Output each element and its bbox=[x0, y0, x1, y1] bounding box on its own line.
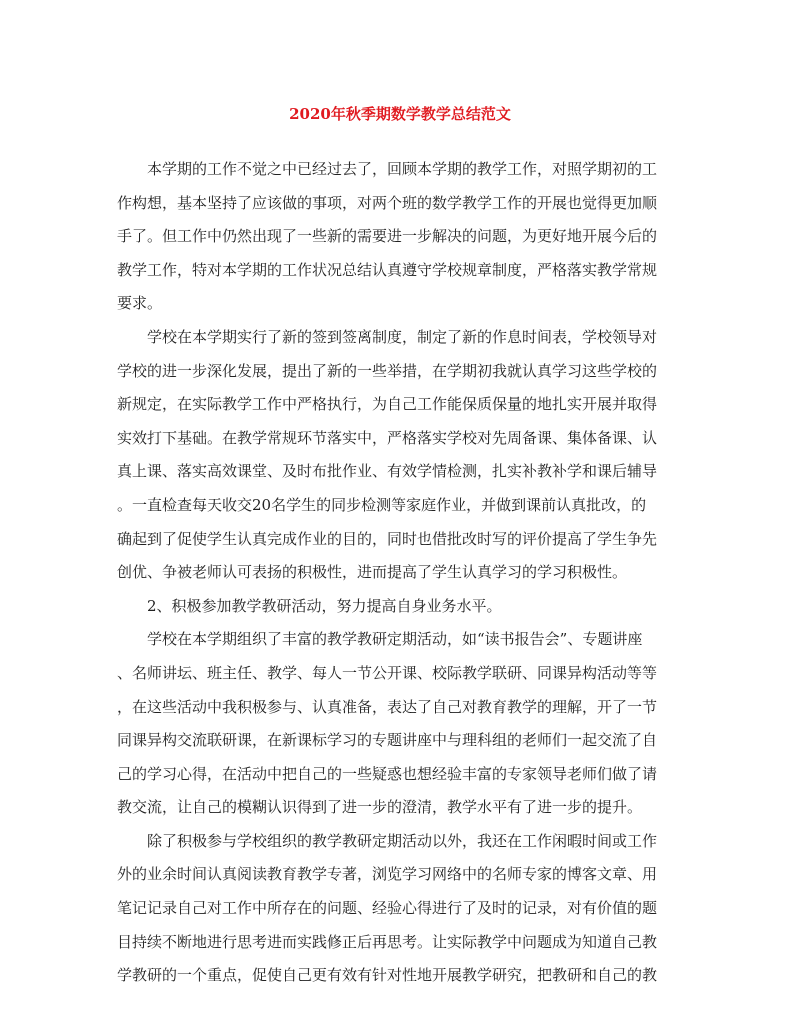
paragraph-line: 创优、争被老师认可表扬的积极性，进而提高了学生认真学习的学习积极性。 bbox=[117, 563, 628, 582]
section-heading: 2、积极参加教学教研活动，努力提高自身业务水平。 bbox=[147, 596, 502, 615]
paragraph-line: 新规定，在实际教学工作中严格执行，为自己工作能保质保量的地扎实开展并取得 bbox=[117, 395, 658, 414]
paragraph-line: 学教研的一个重点，促使自己更有效有针对性地开展教学研究，把教研和自己的教 bbox=[117, 966, 658, 985]
paragraph-line: 要求。 bbox=[117, 294, 163, 313]
paragraph-line: 教交流，让自己的模糊认识得到了进一步的澄清，教学水平有了进一步的提升。 bbox=[117, 798, 643, 817]
paragraph-line: 己的学习心得，在活动中把自己的一些疑惑也想经验丰富的专家领导老师们做了请 bbox=[117, 764, 658, 783]
paragraph-line: 除了积极参与学校组织的教学教研定期活动以外，我还在工作闲暇时间或工作 bbox=[147, 831, 658, 850]
document-title: 2020年秋季期数学教学总结范文 bbox=[289, 105, 511, 123]
paragraph-line: 实效打下基础。在教学常规环节落实中，严格落实学校对先周备课、集体备课、认 bbox=[117, 428, 658, 447]
paragraph-line: 、名师讲坛、班主任、教学、每人一节公开课、校际教学联研、同课异构活动等等 bbox=[117, 663, 658, 682]
paragraph-line: 本学期的工作不觉之中已经过去了，回顾本学期的教学工作，对照学期初的工 bbox=[147, 160, 658, 178]
paragraph-line: 外的业余时间认真阅读教育教学专著，浏览学习网络中的名师专家的博客文章、用 bbox=[117, 865, 658, 884]
paragraph-line: 学校的进一步深化发展，提出了新的一些举措，在学期初我就认真学习这些学校的 bbox=[117, 361, 658, 380]
paragraph-line: 学校在本学期组织了丰富的教学教研定期活动，如“读书报告会”、专题讲座 bbox=[147, 630, 643, 649]
paragraph-line: 手了。但工作中仍然出现了一些新的需要进一步解决的问题，为更好地开展今后的 bbox=[117, 227, 658, 246]
paragraph-line: 笔记记录自己对工作中所存在的问题、经验心得进行了及时的记录，对有价值的题 bbox=[117, 899, 658, 918]
paragraph-line: ，在这些活动中我积极参与、认真准备，表达了自己对教育教学的理解，开了一节 bbox=[117, 697, 658, 716]
paragraph-line: 确起到了促使学生认真完成作业的目的，同时也借批改时写的评价提高了学生争先 bbox=[117, 529, 658, 548]
paragraph-line: 教学工作，特对本学期的工作状况总结认真遵守学校规章制度，严格落实教学常规 bbox=[117, 260, 658, 279]
paragraph-line: 。一直检查每天收交20名学生的同步检测等家庭作业，并做到课前认真批改，的 bbox=[117, 495, 647, 514]
paragraph-line: 学校在本学期实行了新的签到签离制度，制定了新的作息时间表，学校领导对 bbox=[147, 327, 658, 346]
paragraph-line: 目持续不断地进行思考进而实践修正后再思考。让实际教学中问题成为知道自己教 bbox=[117, 932, 658, 951]
paragraph-line: 同课异构交流联研课，在新课标学习的专题讲座中与理科组的老师们一起交流了自 bbox=[117, 731, 658, 750]
paragraph-line: 作构想，基本坚持了应该做的事项，对两个班的数学教学工作的开展也觉得更加顺 bbox=[117, 193, 658, 212]
document-body bbox=[117, 153, 683, 993]
paragraph-line: 真上课、落实高效课堂、及时布批作业、有效学情检测，扎实补教补学和课后辅导 bbox=[117, 462, 658, 481]
